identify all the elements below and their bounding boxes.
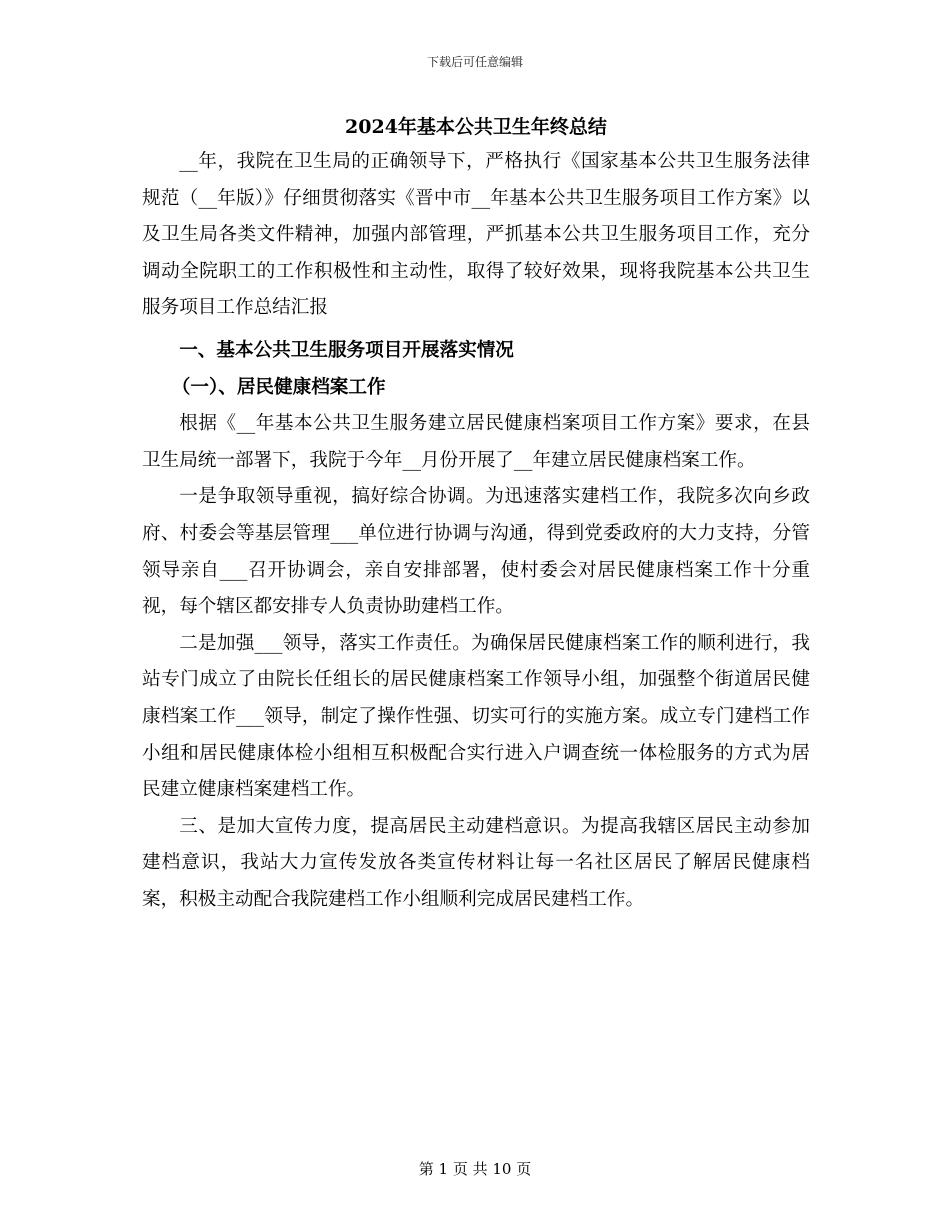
intro-paragraph: __年，我院在卫生局的正确领导下，严格执行《国家基本公共卫生服务法律规范（__年版）》仔细贯彻落实《晋中市__年基本公共卫生服务项目工作方案》以及卫生局各类文件精神，加强内部管理，严抓基本公共卫生服务项目工作，充分调动全院职工的工作积极性和主动性，取得了较好效果，现将我院基本公共卫生服务项目工作总结汇报 xyxy=(142,151,810,319)
subsection-heading: （一）、居民健康档案工作 xyxy=(171,376,386,398)
section-heading: 一、基本公共卫生服务项目开展落实情况 xyxy=(179,339,514,361)
body-paragraph: 二是加强___领导，落实工作责任。为确保居民健康档案工作的顺利进行，我站专门成立了由院长任组长的居民健康档案工作领导小组，加强整个街道居民健康档案工作___领导，制定了操作性强、切实可行的实施方案。成立专门建档工作小组和居民健康体检小组相互积极配合实行进入户调查统一体检服务的方式为居民建立健康档案建档工作。 xyxy=(142,632,810,801)
body-paragraph: 根据《__年基本公共卫生服务建立居民健康档案项目工作方案》要求，在县卫生局统一部署下，我院于今年__月份开展了__年建立居民健康档案工作。 xyxy=(142,413,810,471)
document-title: 2024年基本公共卫生年终总结 xyxy=(345,116,607,138)
page-number: 第 1 页 共 10 页 xyxy=(418,1160,532,1178)
body-paragraph: 三、是加大宣传力度，提高居民主动建档意识。为提高我辖区居民主动参加建档意识，我站大力宣传发放各类宣传材料让每一名社区居民了解居民健康档案，积极主动配合我院建档工作小组顺利完成居民建档工作。 xyxy=(142,815,810,910)
body-paragraph: 一是争取领导重视，搞好综合协调。为迅速落实建档工作，我院多次向乡政府、村委会等基层管理___单位进行协调与沟通，得到党委政府的大力支持，分管领导亲自___召开协调会，亲自安排部署，使村委会对居民健康档案工作十分重视，每个辖区都安排专人负责协助建档工作。 xyxy=(142,486,810,618)
header-note: 下载后可任意编辑 xyxy=(426,55,523,69)
document-body xyxy=(142,112,810,918)
